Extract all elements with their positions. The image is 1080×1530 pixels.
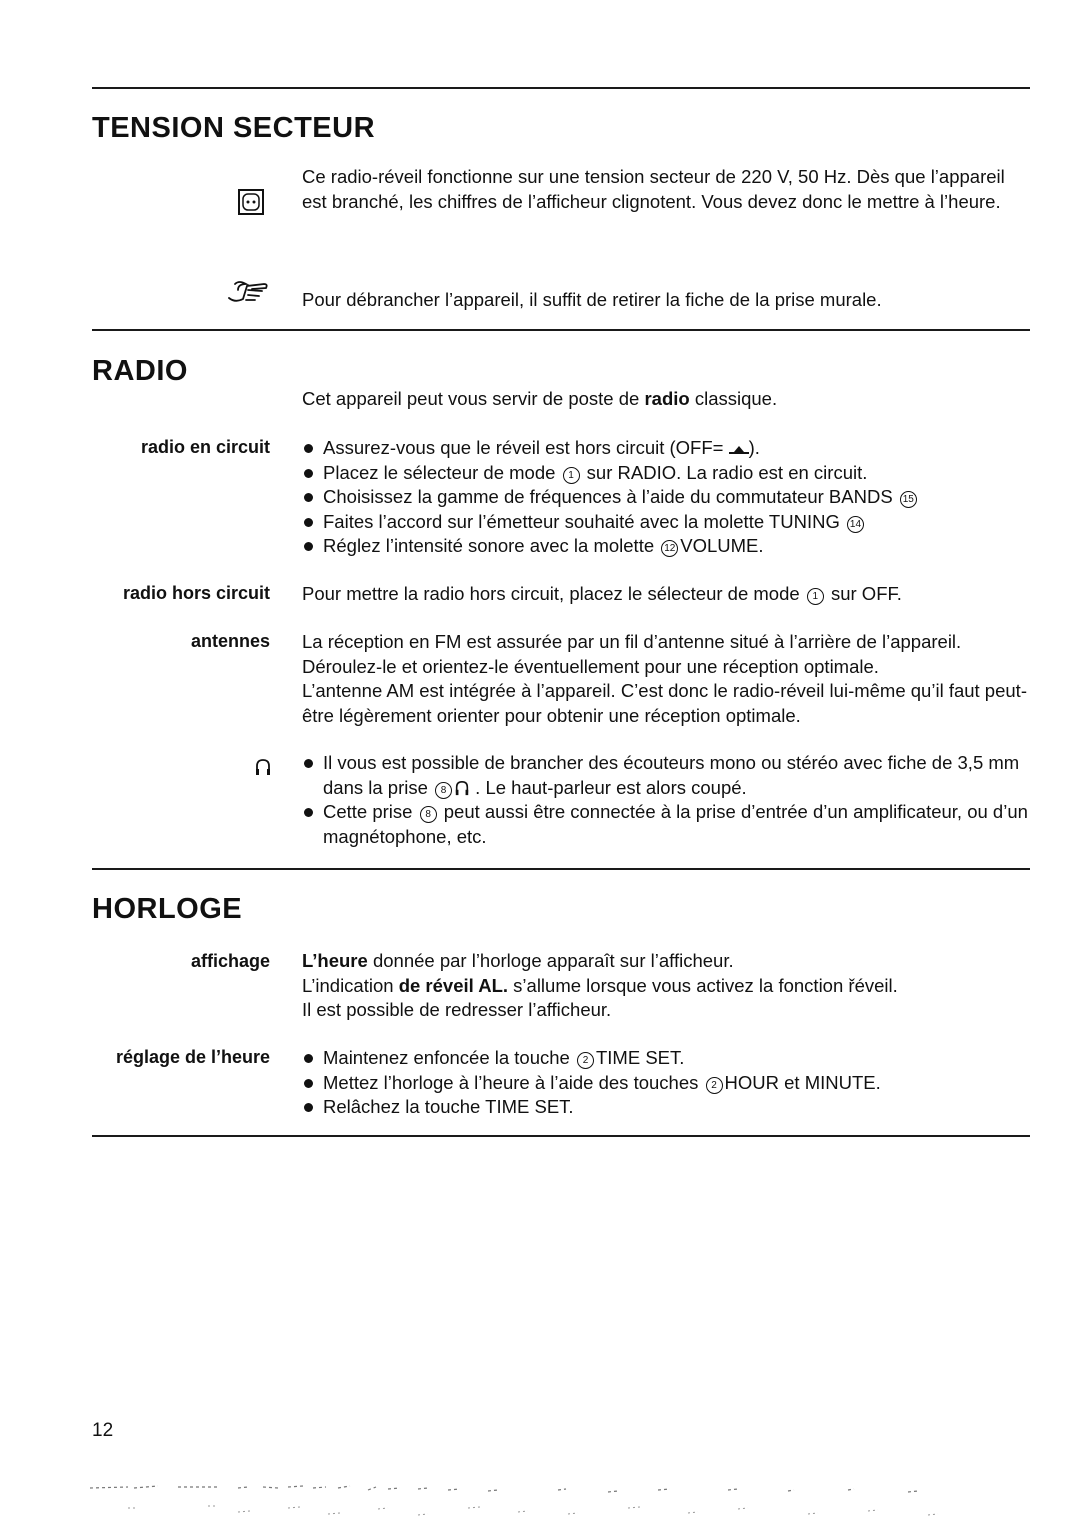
tension-note xyxy=(302,288,1030,313)
list-item-text: Maintenez enfoncée la touche xyxy=(323,1047,575,1068)
radio-off-paragraph xyxy=(302,582,1030,607)
label-affichage: affichage xyxy=(190,951,270,971)
list-item-text: VOLUME. xyxy=(680,535,764,556)
list-item-text: peut aussi être connectée à la prise d’entrée d’un amplificateur, ou d’un magnétophone, etc. xyxy=(323,801,1028,847)
reglage-block xyxy=(302,1046,1030,1120)
antennes-text: Déroulez-le et orientez-le éventuellement pour une réception optimale. xyxy=(302,655,879,677)
list-item-text: Relâchez la touche TIME SET. xyxy=(323,1096,574,1117)
list-item xyxy=(302,751,1030,800)
list-item xyxy=(302,1046,1030,1071)
antennes-text: L’antenne AM est intégrée à l’appareil. C’est donc le radio-réveil lui-même qu’il faut peut-être légèrement orienter pour obtenir une réception optimale. xyxy=(302,680,1027,726)
list-item xyxy=(302,485,1030,510)
label-reglage: réglage de l’heure xyxy=(115,1047,270,1067)
affichage-text: řéveil. xyxy=(848,974,898,996)
list-item xyxy=(302,1095,1030,1120)
list-item-text: . Le haut-parleur est alors coupé. xyxy=(470,776,747,798)
affichage-text: L’indication xyxy=(302,974,399,996)
section-title-tension: TENSION SECTEUR xyxy=(92,112,376,144)
radio-on-list xyxy=(302,436,1030,559)
page-number: 12 xyxy=(92,1420,114,1441)
section-divider xyxy=(92,1135,1030,1137)
affichage-bold: de réveil AL. xyxy=(398,974,509,996)
circled-ref: 2 xyxy=(577,1052,594,1069)
list-item xyxy=(302,534,1030,559)
affichage-text: s’allume lorsque vous activez la fonction xyxy=(508,974,849,996)
tension-paragraph xyxy=(302,165,1030,214)
section-title-radio: RADIO xyxy=(92,355,188,387)
circled-ref: 8 xyxy=(420,806,437,823)
list-item-text: Assurez-vous que le réveil est hors circuit (OFF= xyxy=(323,437,729,458)
list-item-text: TIME SET. xyxy=(595,1047,685,1068)
label-radio-off: radio hors circuit xyxy=(122,583,270,603)
section-divider xyxy=(92,329,1030,331)
circled-ref: 12 xyxy=(661,540,678,557)
list-item-text: sur RADIO. La radio est en circuit. xyxy=(581,461,868,483)
radio-intro xyxy=(302,387,1030,412)
reglage-list xyxy=(302,1046,1030,1120)
antennes-text: La réception en FM est assurée par un fil d’antenne situé à l’arrière de l’appareil. xyxy=(302,631,962,652)
scan-noise-decoration xyxy=(88,1478,988,1522)
alarm-off-symbol-icon xyxy=(729,443,749,455)
circled-ref: 14 xyxy=(847,516,864,533)
list-item-text: Réglez l’intensité sonore avec la molette xyxy=(323,535,660,556)
radio-intro-bold: radio xyxy=(644,388,690,409)
affichage-bold: L’heure xyxy=(302,950,368,971)
affichage-paragraph xyxy=(302,949,1030,1023)
list-item-text: Mettez l’horloge à l’heure à l’aide des touches xyxy=(323,1071,704,1093)
circled-ref: 1 xyxy=(807,588,824,605)
headphones-icon xyxy=(255,758,271,776)
section-title-horloge: HORLOGE xyxy=(92,893,243,925)
circled-ref: 1 xyxy=(563,467,580,484)
label-antennes: antennes xyxy=(190,631,270,651)
radio-off-text: sur OFF. xyxy=(825,583,902,604)
section-divider xyxy=(92,87,1030,89)
list-item-text: Faites l’accord sur l’émetteur souhaité avec la molette TUNING xyxy=(323,510,845,532)
list-item-text: Placez le sélecteur de mode xyxy=(323,461,561,483)
radio-off-text: Pour mettre la radio hors circuit, placez le sélecteur de mode xyxy=(302,583,805,604)
pointing-hand-icon xyxy=(226,278,270,306)
circled-ref: 8 xyxy=(435,782,452,799)
radio-intro-end: classique. xyxy=(689,388,778,409)
headphones-list xyxy=(302,751,1030,849)
tension-text: Ce radio-réveil fonctionne sur une tension secteur de 220 V, 50 Hz. Dès que l’appareil est branché, les chiffres de l’afficheur clignotent. Vous devez donc le mettre à l’heure. xyxy=(302,166,1005,212)
list-item-text: Il vous est possible de brancher des écouteurs mono ou stéréo avec fiche de 3,5 mm dans la prise xyxy=(323,752,1020,798)
list-item xyxy=(302,1071,1030,1096)
headphones-block xyxy=(302,751,1030,849)
list-item xyxy=(302,461,1030,486)
tension-note-text: Pour débrancher l’appareil, il suffit de retirer la fiche de la prise murale. xyxy=(302,289,882,310)
list-item-text: Choisissez la gamme de fréquences à l’aide du commutateur BANDS xyxy=(323,486,898,507)
affichage-text: donnée par l’horloge apparaît sur l’afficheur. xyxy=(367,950,734,971)
circled-ref: 15 xyxy=(900,491,917,508)
radio-intro-text: Cet appareil peut vous servir de poste de xyxy=(302,388,645,409)
radio-on-list-block xyxy=(302,436,1030,559)
list-item-text: ). xyxy=(748,437,760,458)
power-socket-icon xyxy=(237,188,265,216)
label-radio-on: radio en circuit xyxy=(140,437,270,457)
list-item xyxy=(302,436,1030,461)
affichage-text: Il est possible de redresser l’afficheur. xyxy=(302,999,612,1020)
list-item xyxy=(302,510,1030,535)
list-item-text: Cette prise xyxy=(323,801,418,822)
antennes-paragraph xyxy=(302,630,1030,728)
headphones-icon xyxy=(454,780,470,796)
circled-ref: 2 xyxy=(706,1077,723,1094)
list-item-text: HOUR et MINUTE. xyxy=(724,1071,881,1093)
list-item xyxy=(302,800,1030,849)
section-divider xyxy=(92,868,1030,870)
